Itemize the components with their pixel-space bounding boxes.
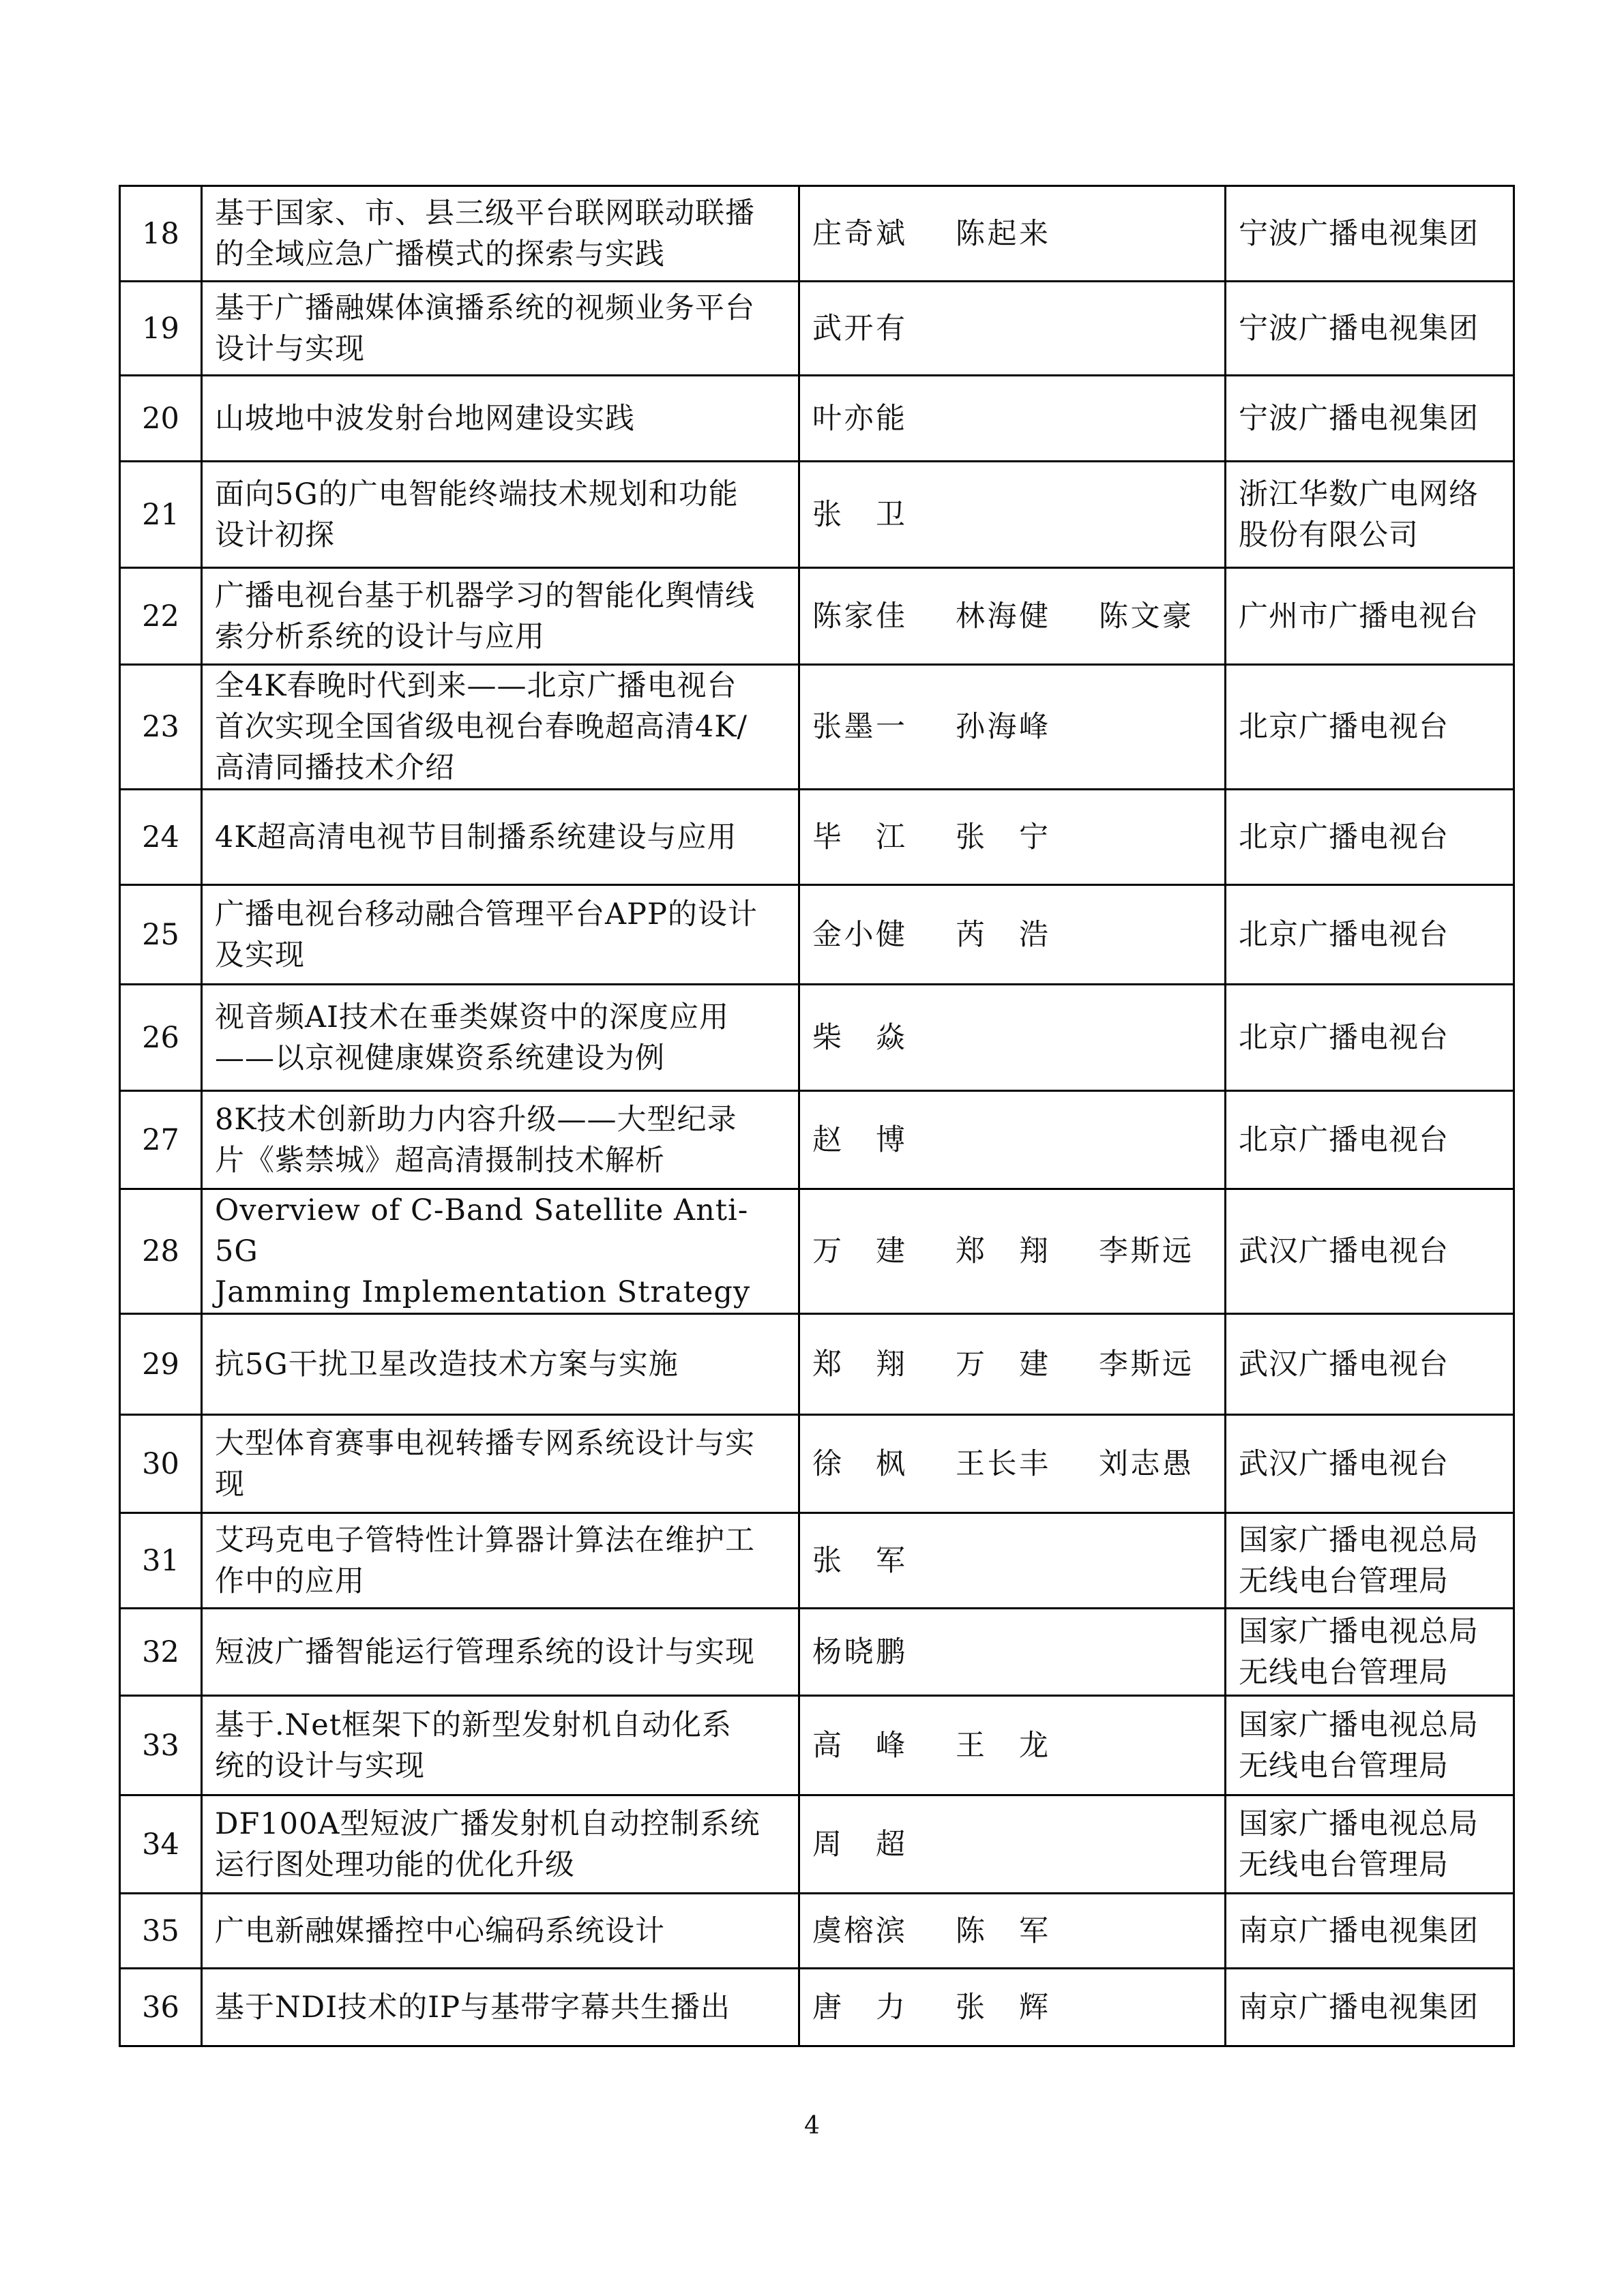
author-list [812,914,1212,955]
author-list [812,1540,1212,1581]
row-number: 24 [120,790,202,885]
author-name: 金小健 [812,917,905,952]
row-number: 21 [120,462,202,568]
paper-title [202,1969,799,2046]
authors-cell [799,568,1226,665]
author-name: 柴 焱 [812,1020,905,1055]
paper-title [202,1894,799,1969]
author-name: 高 峰 [812,1728,905,1763]
organization-line: 南京广播电视集团 [1239,1913,1479,1948]
paper-title-line: 片《紫禁城》超高清摄制技术解析 [215,1143,665,1178]
row-number: 32 [120,1609,202,1696]
author-list [812,1017,1212,1058]
row-number: 31 [120,1513,202,1609]
page-number: 4 [804,2112,820,2140]
authors-cell [799,1609,1226,1696]
paper-title [202,282,799,376]
author-list [812,706,1212,747]
row-number: 33 [120,1696,202,1795]
table-row [120,1894,1514,1969]
row-number: 29 [120,1314,202,1415]
paper-title-line: 视音频AI技术在垂类媒资中的深度应用 [215,1000,730,1034]
author-name: 林海健 [956,599,1048,633]
author-list [812,596,1212,637]
paper-title-line: 作中的应用 [215,1564,365,1598]
author-list [812,213,1212,254]
author-name: 张 军 [812,1543,905,1578]
authors-cell [799,1894,1226,1969]
row-number: 18 [120,186,202,282]
paper-title-line: ——以京视健康媒资系统建设为例 [215,1041,665,1075]
paper-title [202,1091,799,1189]
table-row [120,985,1514,1091]
paper-title-line: 首次实现全国省级电视台春晚超高清4K/ [215,710,748,744]
organization-line: 国家广播电视总局 [1239,1523,1479,1557]
organization-line: 北京广播电视台 [1239,1020,1449,1055]
authors-cell [799,376,1226,462]
paper-title [202,1513,799,1609]
row-number: 27 [120,1091,202,1189]
table-row [120,1189,1514,1314]
paper-title [202,376,799,462]
author-name: 张 辉 [956,1990,1048,2025]
paper-title-line: 设计与实现 [215,331,365,366]
paper-title-line: 统的设计与实现 [215,1748,425,1783]
paper-title-line: 索分析系统的设计与应用 [215,619,545,654]
organization [1226,1314,1514,1415]
organization-line: 股份有限公司 [1239,518,1419,552]
authors-cell [799,885,1226,985]
paper-title [202,1314,799,1415]
paper-title [202,462,799,568]
author-name: 陈 军 [956,1913,1048,1948]
paper-title-line: 及实现 [215,938,305,972]
paper-title-line: 4K超高清电视节目制播系统建设与应用 [215,820,737,854]
author-name: 王长丰 [956,1446,1048,1481]
organization [1226,1091,1514,1189]
author-name: 郑 翔 [812,1347,905,1382]
organization-line: 北京广播电视台 [1239,710,1449,744]
paper-title [202,985,799,1091]
author-name: 郑 翔 [956,1234,1048,1268]
organization [1226,1969,1514,2046]
author-list [812,817,1212,858]
table-row [120,1415,1514,1513]
organization-line: 宁波广播电视集团 [1239,311,1479,346]
organization-line: 北京广播电视台 [1239,1122,1449,1157]
paper-title-line: 全4K春晚时代到来——北京广播电视台 [215,669,737,703]
row-number: 28 [120,1189,202,1314]
organization [1226,790,1514,885]
organization-line: 武汉广播电视台 [1239,1446,1449,1481]
paper-title [202,1189,799,1314]
author-name: 王 龙 [956,1728,1048,1763]
author-list [812,1444,1212,1485]
paper-title-line: 基于国家、市、县三级平台联网联动联播 [215,196,755,230]
paper-title-line: DF100A型短波广播发射机自动控制系统 [215,1806,761,1841]
organization-line: 无线电台管理局 [1239,1564,1449,1598]
row-number: 26 [120,985,202,1091]
author-list [812,1231,1212,1272]
row-number: 36 [120,1969,202,2046]
row-number: 34 [120,1795,202,1894]
paper-title-line: 面向5G的广电智能终端技术规划和功能 [215,477,739,511]
table-row [120,462,1514,568]
organization [1226,568,1514,665]
organization [1226,1513,1514,1609]
paper-title [202,1415,799,1513]
organization-line: 广州市广播电视台 [1239,599,1479,633]
authors-cell [799,282,1226,376]
organization-line: 北京广播电视台 [1239,917,1449,952]
paper-title-line: 短波广播智能运行管理系统的设计与实现 [215,1635,755,1669]
authors-cell [799,462,1226,568]
author-name: 杨晓鹏 [812,1635,905,1669]
author-name: 陈家佳 [812,599,905,633]
table-row [120,1609,1514,1696]
paper-title [202,1696,799,1795]
organization [1226,1894,1514,1969]
table-row [120,282,1514,376]
authors-cell [799,1314,1226,1415]
table-row [120,1091,1514,1189]
author-list [812,1987,1212,2028]
authors-cell [799,1969,1226,2046]
paper-title-line: 抗5G干扰卫星改造技术方案与实施 [215,1347,679,1382]
author-name: 唐 力 [812,1990,905,2025]
authors-cell [799,186,1226,282]
table-row [120,186,1514,282]
paper-title [202,885,799,985]
row-number: 35 [120,1894,202,1969]
paper-title [202,568,799,665]
paper-title-line: 8K技术创新助力内容升级——大型纪录 [215,1102,737,1137]
author-name: 孙海峰 [956,710,1048,744]
paper-title [202,1795,799,1894]
paper-title-line: 广电新融媒播控中心编码系统设计 [215,1913,665,1948]
organization [1226,462,1514,568]
authors-cell [799,1696,1226,1795]
paper-title-line: Jamming Implementation Strategy [215,1275,751,1309]
organization [1226,376,1514,462]
organization-line: 无线电台管理局 [1239,1655,1449,1690]
paper-title-line: 基于广播融媒体演播系统的视频业务平台 [215,290,755,325]
organization-line: 无线电台管理局 [1239,1847,1449,1882]
organization [1226,186,1514,282]
organization [1226,1189,1514,1314]
author-name: 陈起来 [956,216,1048,251]
organization-line: 宁波广播电视集团 [1239,401,1479,436]
authors-cell [799,1513,1226,1609]
paper-title-line: 山坡地中波发射台地网建设实践 [215,401,635,436]
authors-cell [799,665,1226,790]
organization-line: 国家广播电视总局 [1239,1708,1479,1742]
author-list [812,1344,1212,1385]
paper-title [202,186,799,282]
author-name: 陈文豪 [1099,599,1192,633]
author-name: 赵 博 [812,1122,905,1157]
row-number: 25 [120,885,202,985]
author-name: 张 宁 [956,820,1048,854]
authors-cell [799,1189,1226,1314]
paper-title-line: 现 [215,1467,245,1502]
author-list [812,308,1212,349]
organization [1226,1795,1514,1894]
authors-cell [799,1091,1226,1189]
table-row [120,1513,1514,1609]
table-row [120,376,1514,462]
table-row [120,885,1514,985]
organization [1226,985,1514,1091]
paper-title-line: 艾玛克电子管特性计算器计算法在维护工 [215,1523,755,1557]
author-name: 芮 浩 [956,917,1048,952]
table-body [120,186,1514,2046]
paper-title-line: 广播电视台移动融合管理平台APP的设计 [215,897,758,931]
organization-line: 国家广播电视总局 [1239,1614,1479,1649]
author-list [812,398,1212,439]
table-row [120,568,1514,665]
paper-title-line: 设计初探 [215,518,335,552]
authors-cell [799,1415,1226,1513]
awards-table [119,185,1515,2047]
author-list [812,1120,1212,1161]
author-name: 毕 江 [812,820,905,854]
authors-cell [799,790,1226,885]
table-row [120,790,1514,885]
row-number: 30 [120,1415,202,1513]
authors-cell [799,985,1226,1091]
organization [1226,665,1514,790]
paper-title-line: 基于NDI技术的IP与基带字幕共生播出 [215,1990,731,2025]
row-number: 19 [120,282,202,376]
authors-cell [799,1795,1226,1894]
paper-title-line: Overview of C-Band Satellite Anti-5G [215,1193,749,1268]
row-number: 20 [120,376,202,462]
author-list [812,1911,1212,1952]
organization-line: 南京广播电视集团 [1239,1990,1479,2025]
organization [1226,282,1514,376]
author-name: 万 建 [956,1347,1048,1382]
author-name: 武开有 [812,311,905,346]
paper-title-line: 大型体育赛事电视转播专网系统设计与实 [215,1426,755,1461]
author-name: 张墨一 [812,710,905,744]
author-name: 徐 枫 [812,1446,905,1481]
paper-title-line: 运行图处理功能的优化升级 [215,1847,575,1882]
author-name: 刘志愚 [1099,1446,1192,1481]
organization [1226,1696,1514,1795]
author-name: 周 超 [812,1827,905,1862]
paper-title-line: 高清同播技术介绍 [215,751,455,785]
author-name: 李斯远 [1099,1347,1192,1382]
organization [1226,885,1514,985]
table-row [120,1314,1514,1415]
table-row [120,1795,1514,1894]
author-list [812,1824,1212,1865]
paper-title-line: 基于.Net框架下的新型发射机自动化系 [215,1708,733,1742]
organization-line: 无线电台管理局 [1239,1748,1449,1783]
author-name: 庄奇斌 [812,216,905,251]
organization [1226,1609,1514,1696]
paper-title [202,1609,799,1696]
paper-title [202,790,799,885]
organization [1226,1415,1514,1513]
author-name: 张 卫 [812,497,905,532]
row-number: 23 [120,665,202,790]
table-row [120,1969,1514,2046]
organization-line: 北京广播电视台 [1239,820,1449,854]
author-list [812,1632,1212,1673]
author-list [812,494,1212,535]
paper-title [202,665,799,790]
organization-line: 武汉广播电视台 [1239,1234,1449,1268]
organization-line: 宁波广播电视集团 [1239,216,1479,251]
organization-line: 浙江华数广电网络 [1239,477,1479,511]
organization-line: 国家广播电视总局 [1239,1806,1479,1841]
paper-title-line: 的全域应急广播模式的探索与实践 [215,237,665,271]
author-name: 万 建 [812,1234,905,1268]
table-row [120,665,1514,790]
author-name: 李斯远 [1099,1234,1192,1268]
organization-line: 武汉广播电视台 [1239,1347,1449,1382]
row-number: 22 [120,568,202,665]
author-list [812,1725,1212,1766]
paper-title-line: 广播电视台基于机器学习的智能化舆情线 [215,578,755,613]
table-row [120,1696,1514,1795]
author-name: 虞榕滨 [812,1913,905,1948]
author-name: 叶亦能 [812,401,905,436]
